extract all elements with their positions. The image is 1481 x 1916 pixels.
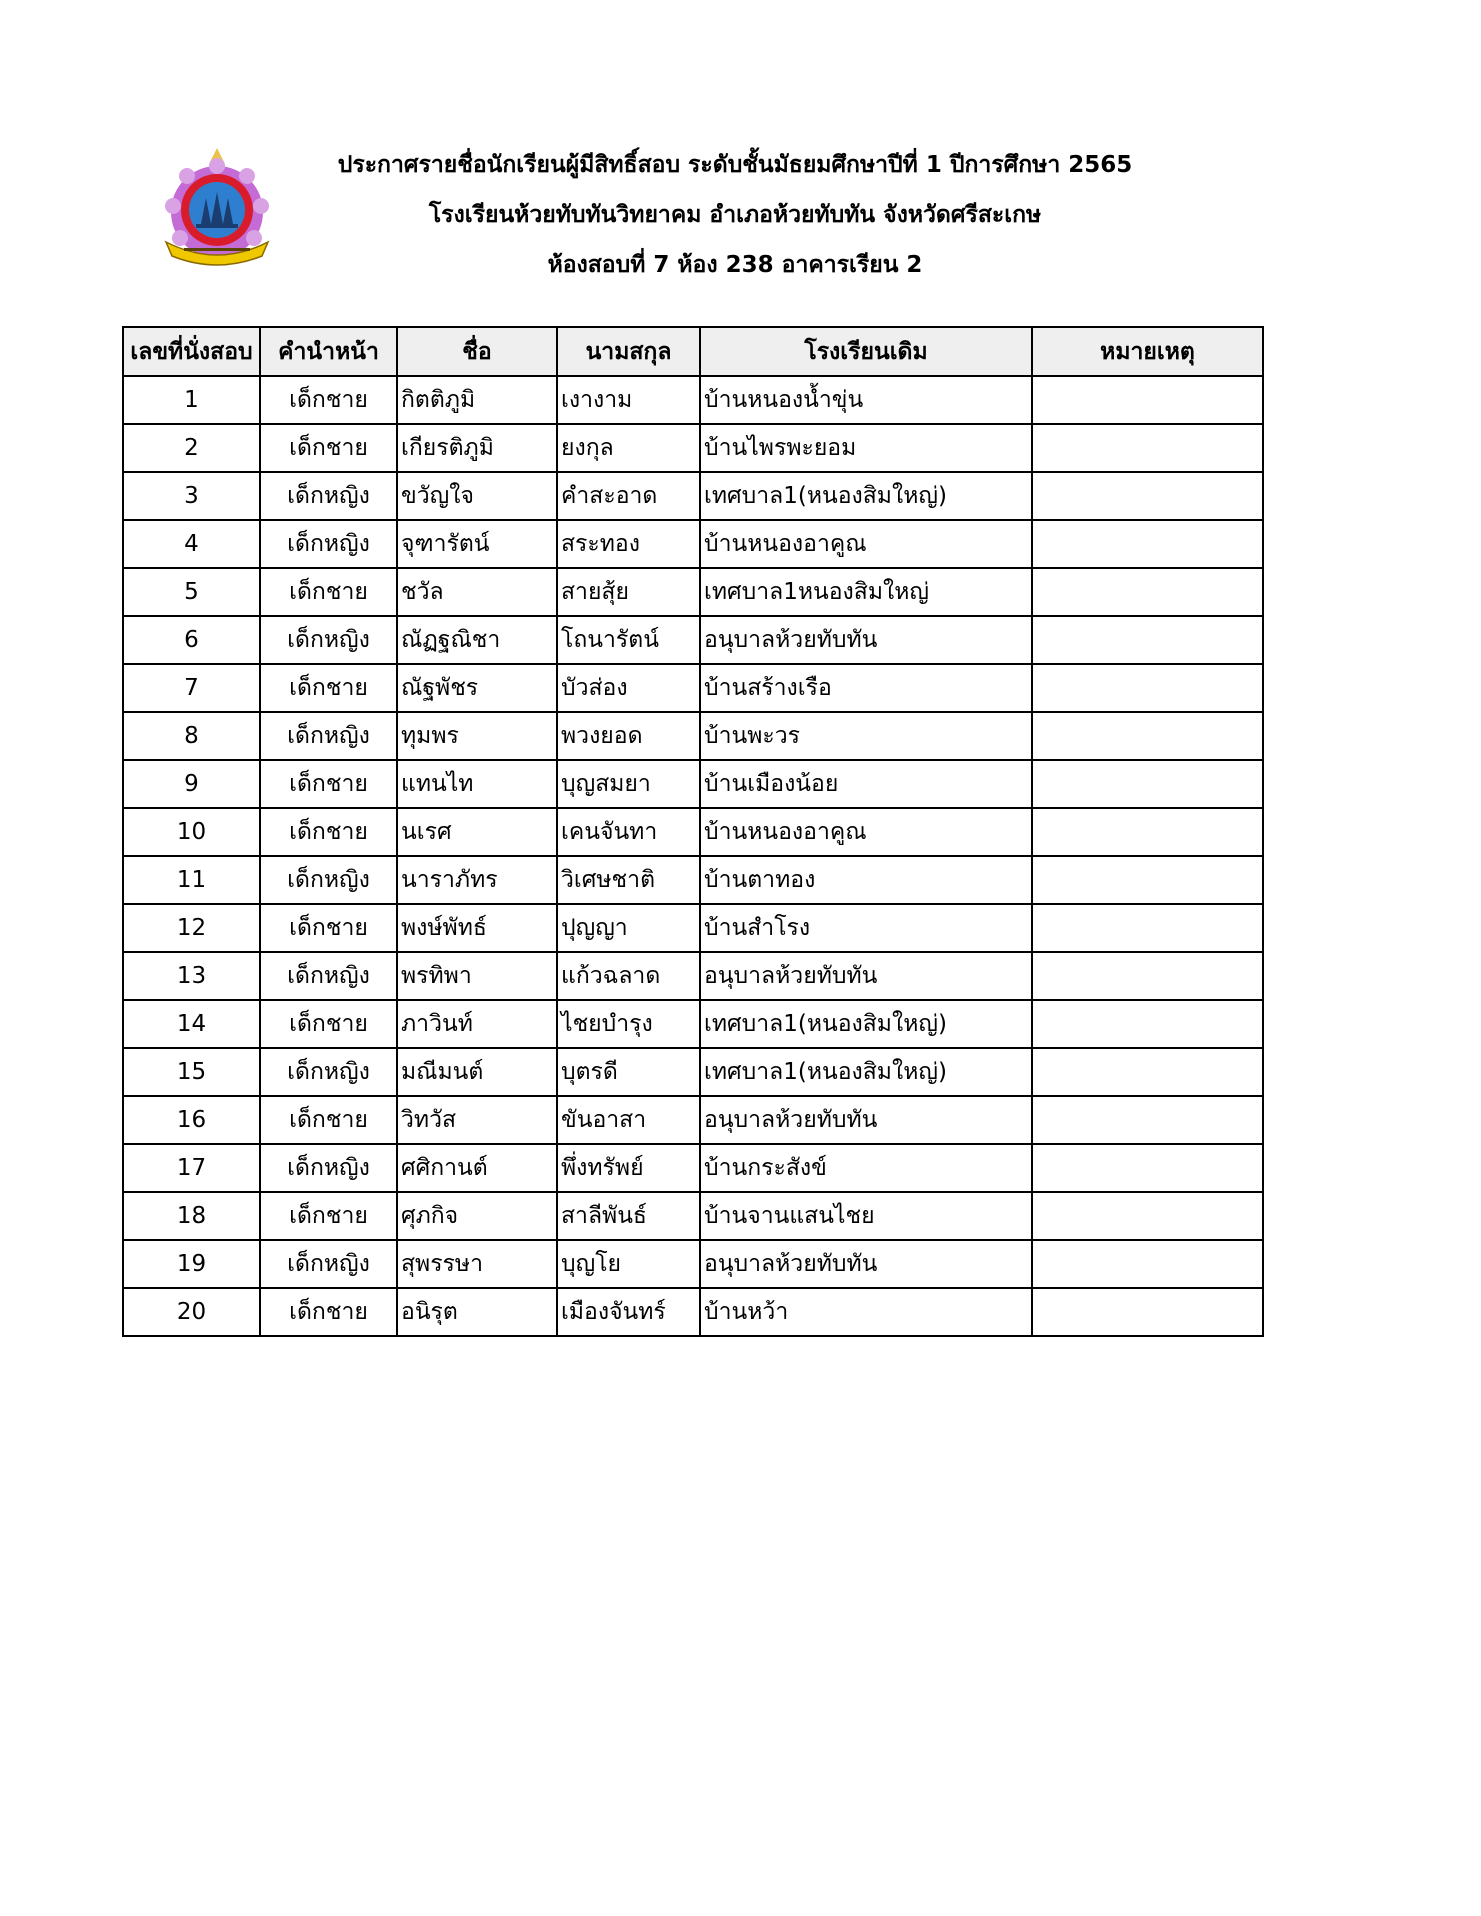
seat-number-cell: 1 xyxy=(123,376,260,424)
name-prefix-cell: เด็กหญิง xyxy=(260,712,397,760)
remarks-cell xyxy=(1032,1144,1263,1192)
col-header-title: คำนำหน้า xyxy=(260,327,397,376)
table-row xyxy=(123,904,1263,952)
table-row xyxy=(123,760,1263,808)
name-prefix-cell: เด็กชาย xyxy=(260,568,397,616)
col-header-first-name: ชื่อ xyxy=(397,327,557,376)
first-name-cell: พงษ์พัทธ์ xyxy=(397,904,557,952)
table-header-row xyxy=(123,327,1263,376)
previous-school-cell: บ้านพะวร xyxy=(700,712,1032,760)
previous-school-cell: บ้านไพรพะยอม xyxy=(700,424,1032,472)
previous-school-cell: อนุบาลห้วยทับทัน xyxy=(700,616,1032,664)
remarks-cell xyxy=(1032,424,1263,472)
table-row xyxy=(123,952,1263,1000)
name-prefix-cell: เด็กชาย xyxy=(260,376,397,424)
seat-number-cell: 19 xyxy=(123,1240,260,1288)
name-prefix-cell: เด็กชาย xyxy=(260,808,397,856)
last-name-cell: บุญโย xyxy=(557,1240,700,1288)
table-row xyxy=(123,664,1263,712)
table-row xyxy=(123,712,1263,760)
remarks-cell xyxy=(1032,1240,1263,1288)
previous-school-cell: บ้านหนองอาคูณ xyxy=(700,808,1032,856)
last-name-cell: เมืองจันทร์ xyxy=(557,1288,700,1336)
seat-number-cell: 13 xyxy=(123,952,260,1000)
remarks-cell xyxy=(1032,904,1263,952)
table-row xyxy=(123,424,1263,472)
seat-number-cell: 2 xyxy=(123,424,260,472)
seat-number-cell: 17 xyxy=(123,1144,260,1192)
remarks-cell xyxy=(1032,568,1263,616)
first-name-cell: ณัฏฐณิชา xyxy=(397,616,557,664)
name-prefix-cell: เด็กหญิง xyxy=(260,952,397,1000)
table-row xyxy=(123,808,1263,856)
previous-school-cell: เทศบาล1หนองสิมใหญ่ xyxy=(700,568,1032,616)
name-prefix-cell: เด็กหญิง xyxy=(260,472,397,520)
remarks-cell xyxy=(1032,712,1263,760)
name-prefix-cell: เด็กหญิง xyxy=(260,1048,397,1096)
table-row xyxy=(123,616,1263,664)
previous-school-cell: บ้านหว้า xyxy=(700,1288,1032,1336)
first-name-cell: นาราภัทร xyxy=(397,856,557,904)
last-name-cell: โถนารัตน์ xyxy=(557,616,700,664)
name-prefix-cell: เด็กหญิง xyxy=(260,1240,397,1288)
previous-school-cell: เทศบาล1(หนองสิมใหญ่) xyxy=(700,1000,1032,1048)
seat-number-cell: 9 xyxy=(123,760,260,808)
seat-number-cell: 12 xyxy=(123,904,260,952)
last-name-cell: พึ่งทรัพย์ xyxy=(557,1144,700,1192)
first-name-cell: เกียรติภูมิ xyxy=(397,424,557,472)
name-prefix-cell: เด็กชาย xyxy=(260,1288,397,1336)
name-prefix-cell: เด็กชาย xyxy=(260,1000,397,1048)
last-name-cell: ยงกุล xyxy=(557,424,700,472)
previous-school-cell: บ้านตาทอง xyxy=(700,856,1032,904)
remarks-cell xyxy=(1032,1048,1263,1096)
previous-school-cell: เทศบาล1(หนองสิมใหญ่) xyxy=(700,1048,1032,1096)
col-header-seat: เลขที่นั่งสอบ xyxy=(123,327,260,376)
remarks-cell xyxy=(1032,760,1263,808)
first-name-cell: นเรศ xyxy=(397,808,557,856)
seat-number-cell: 16 xyxy=(123,1096,260,1144)
table-row xyxy=(123,568,1263,616)
seat-number-cell: 7 xyxy=(123,664,260,712)
last-name-cell: สระทอง xyxy=(557,520,700,568)
name-prefix-cell: เด็กหญิง xyxy=(260,1144,397,1192)
name-prefix-cell: เด็กหญิง xyxy=(260,856,397,904)
table-row xyxy=(123,376,1263,424)
seat-number-cell: 3 xyxy=(123,472,260,520)
first-name-cell: อนิรุต xyxy=(397,1288,557,1336)
student-roster-table xyxy=(122,326,1264,1337)
name-prefix-cell: เด็กหญิง xyxy=(260,616,397,664)
col-header-previous-school: โรงเรียนเดิม xyxy=(700,327,1032,376)
last-name-cell: ไชยบำรุง xyxy=(557,1000,700,1048)
name-prefix-cell: เด็กชาย xyxy=(260,1192,397,1240)
table-row xyxy=(123,1096,1263,1144)
name-prefix-cell: เด็กชาย xyxy=(260,904,397,952)
remarks-cell xyxy=(1032,1000,1263,1048)
name-prefix-cell: เด็กหญิง xyxy=(260,520,397,568)
first-name-cell: ขวัญใจ xyxy=(397,472,557,520)
seat-number-cell: 15 xyxy=(123,1048,260,1096)
previous-school-cell: บ้านสร้างเรือ xyxy=(700,664,1032,712)
col-header-last-name: นามสกุล xyxy=(557,327,700,376)
last-name-cell: วิเศษชาติ xyxy=(557,856,700,904)
first-name-cell: มณีมนต์ xyxy=(397,1048,557,1096)
first-name-cell: กิตติภูมิ xyxy=(397,376,557,424)
remarks-cell xyxy=(1032,616,1263,664)
first-name-cell: ศศิกานต์ xyxy=(397,1144,557,1192)
first-name-cell: วิทวัส xyxy=(397,1096,557,1144)
seat-number-cell: 4 xyxy=(123,520,260,568)
table-row xyxy=(123,1192,1263,1240)
seat-number-cell: 5 xyxy=(123,568,260,616)
previous-school-cell: อนุบาลห้วยทับทัน xyxy=(700,952,1032,1000)
remarks-cell xyxy=(1032,520,1263,568)
name-prefix-cell: เด็กชาย xyxy=(260,424,397,472)
announcement-header xyxy=(230,140,1240,290)
seat-number-cell: 14 xyxy=(123,1000,260,1048)
previous-school-cell: อนุบาลห้วยทับทัน xyxy=(700,1240,1032,1288)
header-exam-room: ห้องสอบที่ 7 ห้อง 238 อาคารเรียน 2 xyxy=(547,252,923,278)
last-name-cell: คำสะอาด xyxy=(557,472,700,520)
table-row xyxy=(123,472,1263,520)
last-name-cell: เงางาม xyxy=(557,376,700,424)
first-name-cell: ภาวินท์ xyxy=(397,1000,557,1048)
table-row xyxy=(123,1000,1263,1048)
previous-school-cell: บ้านหนองน้ำขุ่น xyxy=(700,376,1032,424)
table-body xyxy=(123,376,1263,1336)
last-name-cell: สาลีพันธ์ xyxy=(557,1192,700,1240)
previous-school-cell: บ้านเมืองน้อย xyxy=(700,760,1032,808)
table-row xyxy=(123,1144,1263,1192)
remarks-cell xyxy=(1032,1192,1263,1240)
previous-school-cell: อนุบาลห้วยทับทัน xyxy=(700,1096,1032,1144)
remarks-cell xyxy=(1032,472,1263,520)
seat-number-cell: 11 xyxy=(123,856,260,904)
name-prefix-cell: เด็กชาย xyxy=(260,664,397,712)
last-name-cell: ขันอาสา xyxy=(557,1096,700,1144)
last-name-cell: ปุญญา xyxy=(557,904,700,952)
first-name-cell: ศุภกิจ xyxy=(397,1192,557,1240)
first-name-cell: ณัฐพัชร xyxy=(397,664,557,712)
last-name-cell: สายสุ้ย xyxy=(557,568,700,616)
last-name-cell: พวงยอด xyxy=(557,712,700,760)
first-name-cell: แทนไท xyxy=(397,760,557,808)
previous-school-cell: บ้านสำโรง xyxy=(700,904,1032,952)
last-name-cell: เคนจันทา xyxy=(557,808,700,856)
remarks-cell xyxy=(1032,1288,1263,1336)
last-name-cell: แก้วฉลาด xyxy=(557,952,700,1000)
header-title: ประกาศรายชื่อนักเรียนผู้มีสิทธิ์สอบ ระดับชั้นมัธยมศึกษาปีที่ 1 ปีการศึกษา 2565 xyxy=(337,152,1133,178)
first-name-cell: ทุมพร xyxy=(397,712,557,760)
previous-school-cell: บ้านหนองอาคูณ xyxy=(700,520,1032,568)
header-school: โรงเรียนห้วยทับทันวิทยาคม อำเภอห้วยทับทัน จังหวัดศรีสะเกษ xyxy=(428,202,1042,228)
name-prefix-cell: เด็กชาย xyxy=(260,760,397,808)
first-name-cell: พรทิพา xyxy=(397,952,557,1000)
remarks-cell xyxy=(1032,856,1263,904)
previous-school-cell: เทศบาล1(หนองสิมใหญ่) xyxy=(700,472,1032,520)
remarks-cell xyxy=(1032,952,1263,1000)
table-row xyxy=(123,1048,1263,1096)
remarks-cell xyxy=(1032,808,1263,856)
table-row xyxy=(123,520,1263,568)
table-row xyxy=(123,1288,1263,1336)
seat-number-cell: 18 xyxy=(123,1192,260,1240)
remarks-cell xyxy=(1032,376,1263,424)
first-name-cell: สุพรรษา xyxy=(397,1240,557,1288)
seat-number-cell: 6 xyxy=(123,616,260,664)
first-name-cell: จุฑารัตน์ xyxy=(397,520,557,568)
seat-number-cell: 10 xyxy=(123,808,260,856)
remarks-cell xyxy=(1032,664,1263,712)
last-name-cell: บุญสมยา xyxy=(557,760,700,808)
first-name-cell: ชวัล xyxy=(397,568,557,616)
previous-school-cell: บ้านกระสังข์ xyxy=(700,1144,1032,1192)
last-name-cell: บุตรดี xyxy=(557,1048,700,1096)
seat-number-cell: 8 xyxy=(123,712,260,760)
col-header-remarks: หมายเหตุ xyxy=(1032,327,1263,376)
table-row xyxy=(123,1240,1263,1288)
seat-number-cell: 20 xyxy=(123,1288,260,1336)
name-prefix-cell: เด็กชาย xyxy=(260,1096,397,1144)
previous-school-cell: บ้านจานแสนไชย xyxy=(700,1192,1032,1240)
remarks-cell xyxy=(1032,1096,1263,1144)
table-row xyxy=(123,856,1263,904)
last-name-cell: บัวส่อง xyxy=(557,664,700,712)
